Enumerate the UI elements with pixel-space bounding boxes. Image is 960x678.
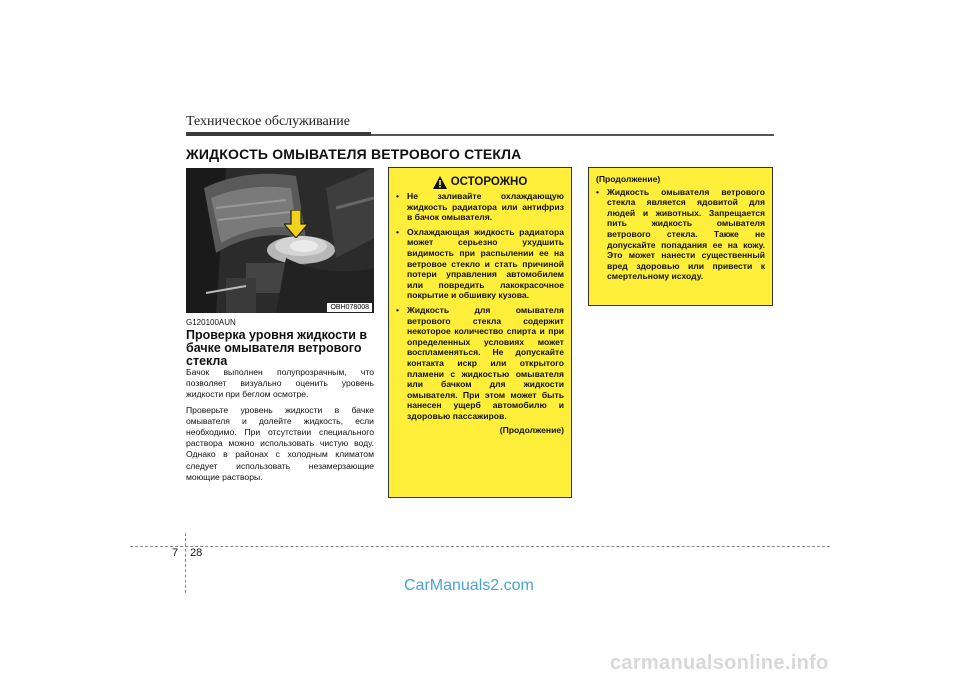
continuation-label: (Продолжение)	[596, 174, 661, 184]
footer-divider	[185, 533, 186, 593]
continued-label: (Продолжение)	[499, 425, 564, 436]
watermark-text: carmanualsonline.info	[610, 652, 829, 674]
warning-triangle-icon	[433, 176, 447, 189]
watermark-link[interactable]: CarManuals2.com	[404, 577, 534, 594]
page-header-title: Техническое обслуживание	[186, 114, 350, 129]
chapter-number: 7	[172, 547, 179, 559]
section-code: G120100AUN	[186, 318, 236, 327]
warning-item: • Жидкость омывателя ветрового стекла является ядовитой для людей и животных. Запрещается пить жидкость омывателя ветрового стекла. Также не допускайте попадания ее на кожу. Это может нанести существенный вред здоровью или привести к смертельному исходу.	[596, 186, 765, 282]
subheading: Проверка уровня жидкости в бачке омывателя ветрового стекла	[186, 328, 368, 368]
paragraph: Бачок выполнен полупрозрачным, что позволяет визуально оценить уровень жидкости при беглом осмотре.	[186, 367, 374, 400]
down-arrow-icon	[284, 210, 308, 238]
footer-rule	[130, 546, 830, 547]
warning-title: ОСТОРОЖНО	[450, 176, 528, 189]
warning-item: • Не заливайте охлаждающую жидкость радиатора или антифриз в бачок омывателя.	[396, 191, 564, 223]
warning-item: • Охлаждающая жидкость радиатора может серьезно ухудшить видимость при распылении ее на ветровое стекло и стать причиной потери управления автомобилем или повредить лакокрасочное покрытие и обшивку кузова.	[396, 226, 564, 301]
warning-box	[388, 167, 572, 498]
header-rule	[371, 134, 774, 136]
engine-bay-photo	[186, 168, 374, 313]
header-bar	[186, 132, 371, 136]
warning-header	[396, 176, 564, 189]
warning-item: • Жидкость для омывателя ветрового стекла содержит некоторое количество спирта и при определенных условиях может воспламеняться. Не допускайте контакта искр или открытого пламени с жидкостью омывателя или бачком для жидкости омывателя. При этом может быть нанесен ущерб автомобилю и здоровью пассажиров.	[396, 304, 564, 421]
warning-list	[396, 191, 564, 421]
paragraph: Проверьте уровень жидкости в бачке омывателя и долейте жидкость, если необходимо. При отсутствии специального раствора можно использовать чистую воду. Однако в районах с холодным климатом следует использовать незамерзающие моющие растворы.	[186, 404, 374, 482]
continuation-list	[596, 187, 765, 282]
continuation-box	[588, 167, 773, 306]
page-number: 28	[190, 547, 203, 559]
photo-code: OBH078008	[327, 303, 372, 312]
body-text	[186, 367, 374, 487]
section-title: ЖИДКОСТЬ ОМЫВАТЕЛЯ ВЕТРОВОГО СТЕКЛА	[186, 146, 522, 162]
